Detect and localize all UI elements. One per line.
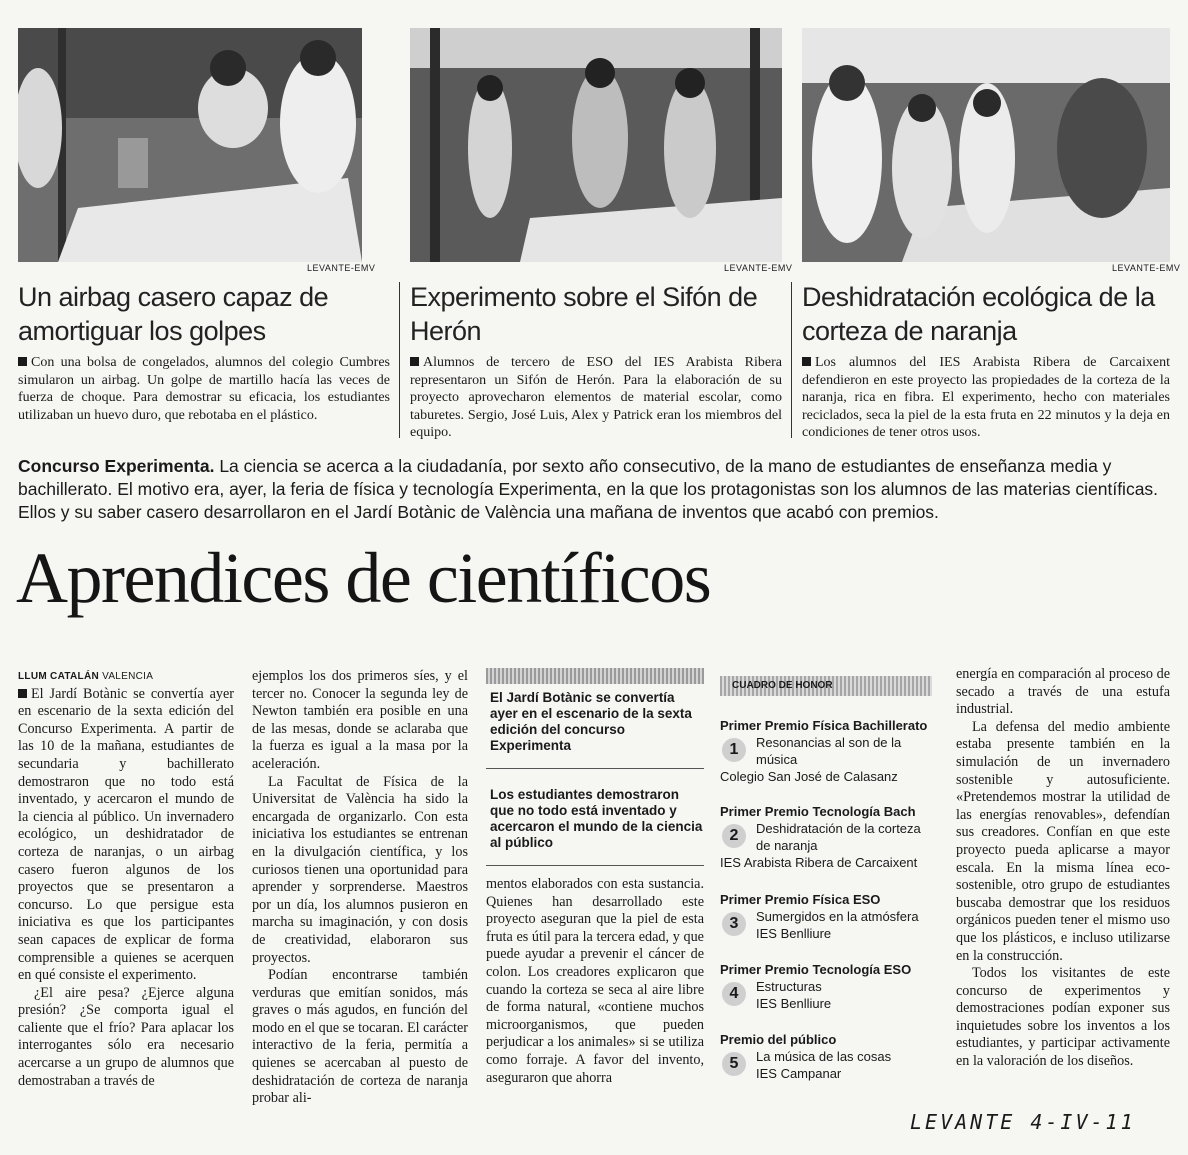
- column-rule: [791, 282, 792, 438]
- award-number: 1: [722, 738, 746, 762]
- photo-credit-2: LEVANTE-EMV: [724, 263, 793, 273]
- photo-orange: [802, 28, 1170, 262]
- column-rule: [399, 282, 400, 438]
- pattern-bar: [486, 668, 704, 684]
- honor-box: [720, 676, 942, 1081]
- caption-text-1: Con una bolsa de congelados, alumnos del colegio Cumbres simularon un airbag. Un golpe de martillo hacía las veces de fuerza de choque. Para demostrar su eficacia, los estudiantes utilizaban un huevo duro, que rebotaba en el plástico.: [18, 355, 390, 423]
- body-column-1: LLUM CATALÁN VALENCIA El Jardí Botànic se convertía ayer en escenario de la sexta edición del Concurso Experimenta. A partir de las 10 de la mañana, estudiantes de secundaria y bachillerato demostraron que no todo está inventado, y acercaron el mundo de la ciencia al público. Un invernadero ecológico, un deshidratador de corteza de naranjas, o un airbag casero fueron algunos de los proyectos que se presentaron a concurso. Lo que persigue esta iniciativa es que los participantes sean capaces de explicar de forma comprensible a quienes se acerquen en qué consiste el experimento. ¿El aire pesa? ¿Ejerce alguna presión? ¿Se comporta igual el caliente que el frío? Para aplacar los interrogantes sólo era necesario acercarse a un grupo de alumnos que demostraban a través de: [18, 668, 234, 1090]
- headline: Aprendices de científicos: [16, 538, 711, 618]
- award-number: 5: [722, 1052, 746, 1076]
- lead-paragraph: Concurso Experimenta. La ciencia se acerca a la ciudadanía, por sexto año consecutivo, de la mano de estudiantes de enseñanza media y bachillerato. El motivo era, ayer, la feria de física y tecnología Experimenta, en la que los protagonistas son los alumnos de las materias científicas. Ellos y su saber casero desarrollaron en el Jardí Botànic de València una mañana de inventos que acabó con premios.: [18, 456, 1159, 522]
- lead-kicker: Concurso Experimenta.: [18, 456, 215, 476]
- caption-title-2: Experimento sobre el Sifón de Herón: [410, 282, 758, 346]
- caption-text-2: Alumnos de tercero de ESO del IES Arabista Ribera representaron un Sifón de Herón. Para la elaboración de su proyecto aprovecharon elementos de material escolar, como taburetes. Sergio, José Luis, Alex y Patrick eran los miembros del equipo.: [410, 355, 782, 440]
- award-number: 3: [722, 912, 746, 936]
- award-4: Primer Premio Tecnología ESO 4 Estructuras IES Benlliure: [720, 962, 912, 1011]
- handwritten-date: LEVANTE 4-IV-11: [910, 1110, 1136, 1134]
- body-column-2: ejemplos los dos primeros síes, y el tercer no. Conocer la segunda ley de Newton también era posible en una de las mesas, donde se aclaraba que la fuerza es igual a la masa por la aceleración. La Facultat de Física de la Universitat de València ha sido la encargada de organizarlo. Con esta iniciativa los estudiantes se entrenan en la divulgación científica, y los curiosos tienen una oportunidad para aprender y sorprenderse. Maestros por un día, los alumnos pusieron en marcha su imaginación, y con dosis de creatividad, elaboraron sus proyectos. Podían encontrarse también verduras que emitían sonidos, más graves o más agudos, en función del modo en el que se tocaran. El carácter interactivo de la feria, permitía a quienes se acercaban al puesto de deshidratación de corteza de naranja probar ali-: [252, 668, 468, 1107]
- award-5: Premio del público 5 La música de las cosas IES Campanar: [720, 1032, 892, 1081]
- award-number: 4: [722, 982, 746, 1006]
- honor-tag: CUADRO DE HONOR: [720, 676, 932, 696]
- byline: LLUM CATALÁN VALENCIA: [18, 671, 154, 682]
- caption-title-3: Deshidratación ecológica de la corteza de naranja: [802, 282, 1155, 346]
- award-1: Primer Premio Física Bachillerato 1 Resonancias al son de la música Colegio San José de Calasanz: [720, 718, 928, 784]
- pull-quote-box: [486, 668, 704, 866]
- photo-credit-1: LEVANTE-EMV: [307, 263, 376, 273]
- award-number: 2: [722, 824, 746, 848]
- body-column-5: energía en comparación al proceso de secado a través de una estufa industrial. La defensa del medio ambiente estaba presente también en la simulación de un invernadero sostenible y autosuficiente. «Pretendemos mostrar la utilidad de las energías renovables», defendían sus creadores. Confían en que este proyecto pueda aplicarse a mayor escala. En la misma línea eco-sostenible, otro grupo de estudiantes buscaba demostrar que los residuos orgánicos pueden tener el mismo uso que los plásticos, e incluso utilizarse en la construcción. Todos los visitantes de este concurso de experimentos y demostraciones podían exponer sus inquietudes sobre los inventos a los estudiantes, y participar activamente en la valoración de los diseños.: [956, 666, 1170, 1070]
- photo-airbag: [18, 28, 362, 262]
- photo-credit-3: LEVANTE-EMV: [1112, 263, 1181, 273]
- pull-quote-2: Los estudiantes demostraron que no todo está inventado y acercaron el mundo de la ciencia al público: [490, 787, 703, 850]
- photo-siphon: [410, 28, 782, 262]
- caption-title-1: Un airbag casero capaz de amortiguar los golpes: [18, 282, 329, 346]
- caption-text-3: Los alumnos del IES Arabista Ribera de Carcaixent defendieron en este proyecto las propiedades de la corteza de la naranja, rica en fibra. El experimento, hecho con materiales reciclados, seca la piel de la esta fruta en 22 minutos y la deja en condiciones de tener otros usos.: [802, 355, 1170, 440]
- award-2: Primer Premio Tecnología Bach 2 Deshidratación de la corteza de naranja IES Arabista Ribera de Carcaixent: [720, 804, 921, 870]
- award-3: Primer Premio Física ESO 3 Sumergidos en la atmósfera IES Benlliure: [720, 892, 919, 941]
- pull-quote-1: El Jardí Botànic se convertía ayer en el escenario de la sexta edición del concurso Experimenta: [490, 690, 692, 753]
- body-column-3: mentos elaborados con esta sustancia. Quienes han desarrollado este proyecto aseguran que la piel de esta fruta es útil para la tercera edad, y que puede ayudar a prevenir el cáncer de colon. Los creadores explicaron que cuando la corteza se seca al aire libre de forma natural, «contiene muchos microorganismos, que pueden perjudicar a los animales» si se utiliza como forraje. A favor del invento, aseguraron que ahorra: [486, 876, 704, 1086]
